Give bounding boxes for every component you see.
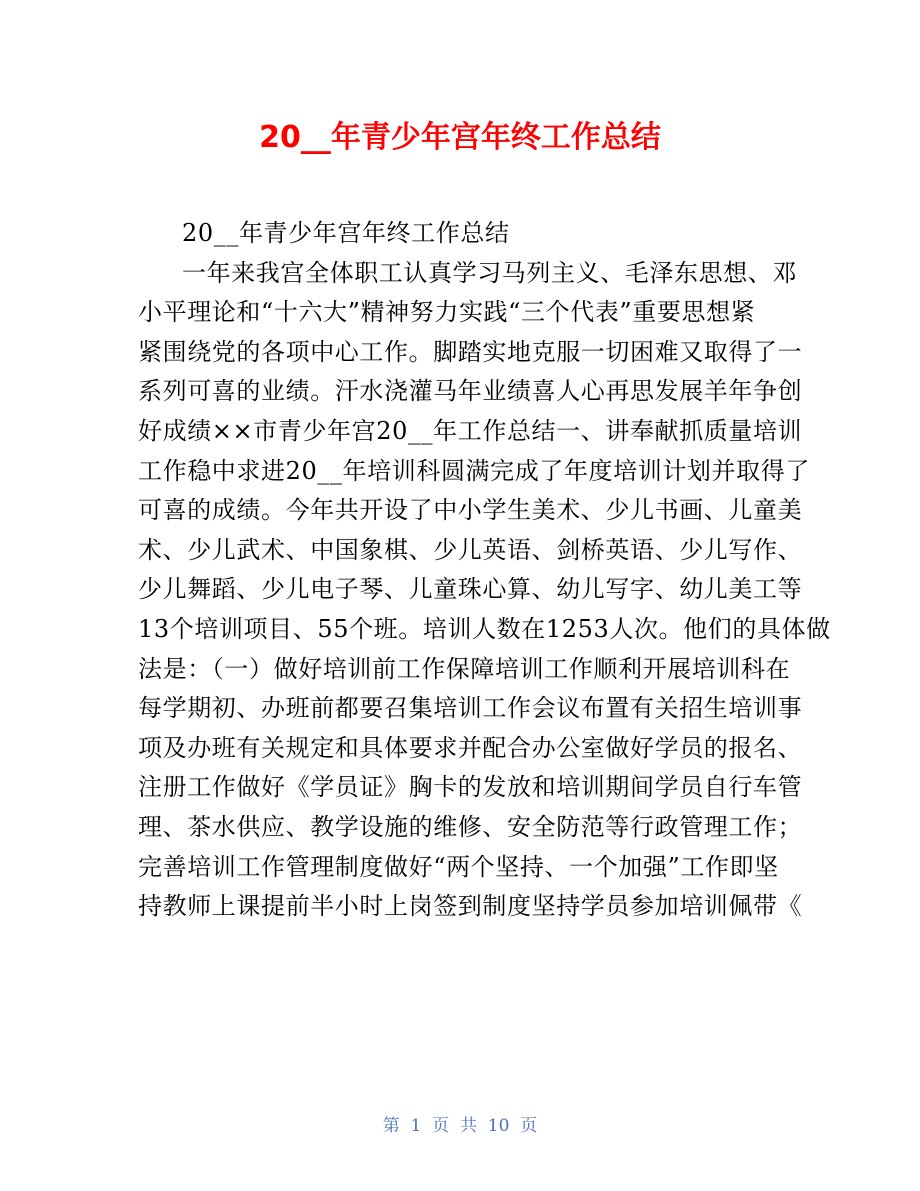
body-subtitle-line: 20__年青少年宫年终工作总结: [182, 219, 510, 247]
body-line: 法是：（一）做好培训前工作保障培训工作顺利开展培训科在: [138, 654, 791, 683]
body-line: 小平理论和“十六大”精神努力实践“三个代表”重要思想紧: [138, 298, 756, 327]
body-line: 术、少儿武术、中国象棋、少儿英语、剑桥英语、少儿写作、: [138, 535, 803, 564]
body-line: 好成绩××市青少年宫20__年工作总结一、讲奉献抓质量培训: [138, 416, 803, 445]
body-line: 一年来我宫全体职工认真学习马列主义、毛泽东思想、邓: [182, 258, 797, 287]
body-line: 完善培训工作管理制度做好“两个坚持、一个加强”工作即坚: [138, 852, 779, 881]
body-line: 注册工作做好《学员证》胸卡的发放和培训期间学员自行车管: [138, 773, 803, 802]
body-line: 紧围绕党的各项中心工作。脚踏实地克服一切困难又取得了一: [138, 337, 803, 366]
body-line: 工作稳中求进20__年培训科圆满完成了年度培训计划并取得了: [138, 456, 810, 485]
document-body: [138, 214, 831, 927]
body-line: 系列可喜的业绩。汗水浇灌马年业绩喜人心再思发展羊年争创: [138, 377, 803, 406]
body-line: 理、茶水供应、教学设施的维修、安全防范等行政管理工作；: [138, 812, 803, 841]
body-line: 少儿舞蹈、少儿电子琴、儿童珠心算、幼儿写字、幼儿美工等: [138, 575, 803, 604]
page-number-footer: 第 1 页 共 10 页: [382, 1116, 538, 1136]
body-line: 项及办班有关规定和具体要求并配合办公室做好学员的报名、: [138, 733, 803, 762]
body-line: 每学期初、办班前都要召集培训工作会议布置有关招生培训事: [138, 694, 803, 723]
document-title: 20__年青少年宫年终工作总结: [259, 120, 661, 155]
body-line: 可喜的成绩。今年共开设了中小学生美术、少儿书画、儿童美: [138, 496, 803, 525]
body-line: 13个培训项目、55个班。培训人数在1253人次。他们的具体做: [138, 614, 831, 643]
body-line: 持教师上课提前半小时上岗签到制度坚持学员参加培训佩带《: [138, 892, 803, 921]
